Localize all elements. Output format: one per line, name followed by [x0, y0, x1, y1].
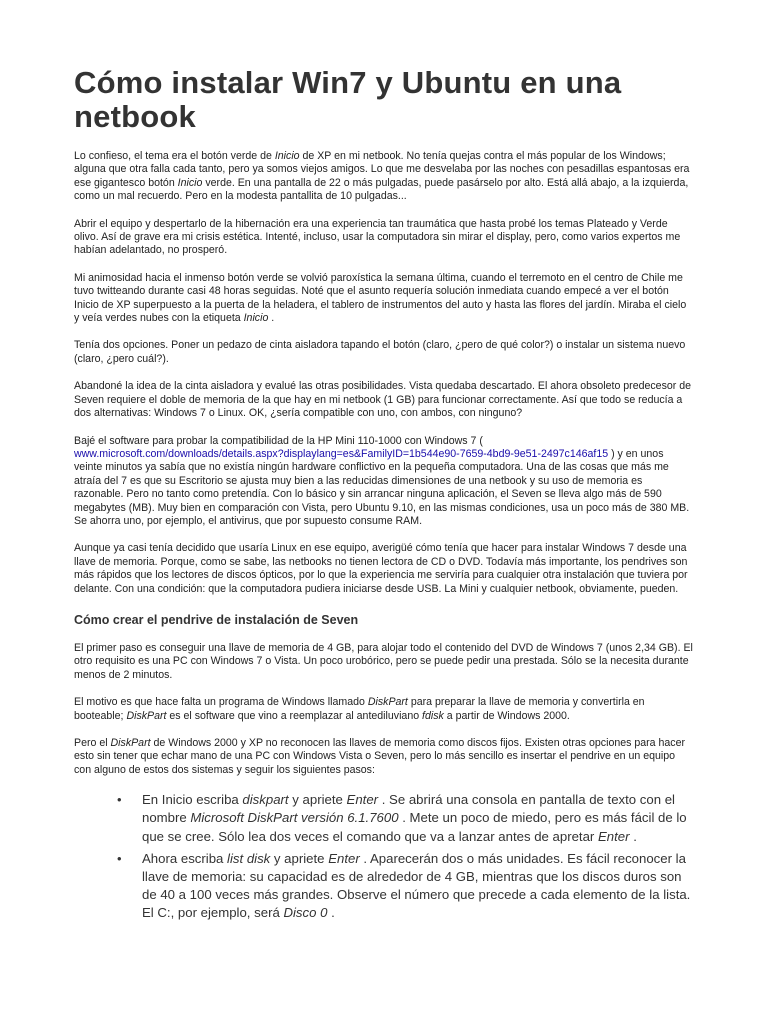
text-run: para preparar la llave de memoria y convertirla en booteable; — [74, 696, 645, 722]
paragraph-1 — [74, 150, 694, 204]
text-run: de XP en mi netbook. No tenía quejas contra el más popular de los Windows; alguna que otra falla cada tanto, pero ya somos viejos amigos. Lo que me desvelaba por las noches con pesadillas espantosas era ese gigantesco botón — [74, 150, 690, 189]
italic-term: Inicio — [243, 312, 269, 325]
text-run: . — [327, 905, 335, 921]
paragraph-3 — [74, 272, 694, 326]
text-run: verde. En una pantalla de 22 o más pulgadas, puede pasárselo por alto. Está allá abajo, a la izquierda, como un mal recuerdo. Pero en la modesta pantallita de 10 pulgadas... — [74, 176, 689, 203]
italic-term: DiskPart — [110, 737, 151, 749]
text-run: de Windows 2000 y XP no reconocen las llaves de memoria como discos fijos. Existen otras opciones para hacer esto sin tener que echar mano de una PC con Windows Vista o Seven, pero lo más sencillo es insertar el pendrive en un equipo con alguno de estos dos sistemas y seguir los siguientes pasos: — [74, 737, 686, 776]
paragraph-5: Abandoné la idea de la cinta aisladora y evalué las otras posibilidades. Vista quedaba descartado. El ahora obsoleto predecesor de Seven requiere el doble de memoria de la que hay en mi netbook (1 GB) para funcionar correctamente. Así que todo se reducía a dos alternativas: Windows 7 o Linux. OK, ¿sería compatible con uno, con ambos, con ninguno? — [74, 380, 692, 420]
italic-term: DiskPart — [367, 696, 408, 709]
text-run: es el software que vino a reemplazar al antediluviano — [166, 709, 423, 722]
text-run: Pero el — [74, 737, 111, 749]
italic-term: fdisk — [422, 709, 444, 722]
text-run: Lo confieso, el tema era el botón verde de — [74, 150, 275, 162]
steps-list — [74, 791, 694, 922]
text-run: . — [629, 828, 637, 844]
page-title: Cómo instalar Win7 y Ubuntu en una netbook — [74, 65, 622, 134]
text-run: . Aparecerán dos o más unidades. Es fácil reconocer la llave de memoria: su capacidad es de alrededor de 4 GB, mientras que los discos duros son de 40 a 100 veces más grandes. Observe el número que precede a cada elemento de la lista. El C:, por ejemplo, será — [142, 850, 691, 921]
paragraph-4: Tenía dos opciones. Poner un pedazo de cinta aisladora tapando el botón (claro, ¿pero de qué color?) o instalar un sistema nuevo (claro, ¿pero cuál?). — [74, 339, 686, 365]
paragraph-7: Aunque ya casi tenía decidido que usaría Linux en ese equipo, averigüé cómo tenía que hacer para instalar Windows 7 desde una llave de memoria. Porque, como se sabe, las netbooks no tienen lectora de CD o DVD. Todavía más importante, los pendrives son más rápidos que los lectores de discos ópticos, por lo que la experiencia me serviría para cualquier otra instalación que tuviera por delante. Con una condición: que la computadora pudiera iniciarse desde USB. La Mini y cualquier netbook, obviamente, pueden. — [74, 542, 688, 595]
paragraph-8: El primer paso es conseguir una llave de memoria de 4 GB, para alojar todo el contenido del DVD de Windows 7 (unos 2,34 GB). El otro requisito es una PC con Windows 7 o Vista. Un poco urobórico, pero se puede pedir una prestada. Sólo se la necesita durante menos de 2 minutos. — [74, 641, 693, 681]
italic-term: Enter — [328, 850, 360, 866]
italic-term: Microsoft DiskPart versión 6.1.7600 — [190, 810, 399, 826]
paragraph-10 — [74, 737, 694, 777]
bullet-icon: • — [117, 850, 122, 866]
text-run: Bajé el software para probar la compatibilidad de la HP Mini 110-1000 con Windows 7 ( — [74, 434, 483, 447]
text-run: a partir de Windows 2000. — [443, 709, 570, 722]
text-run: Ahora escriba — [142, 850, 228, 866]
paragraph-6 — [74, 435, 694, 529]
text-run: Mi animosidad hacia el inmenso botón verde se volvió paroxística la semana última, cuando el terremoto en el centro de Chile me tuvo twitteando durante casi 48 horas seguidas. Noté que el asunto requería solución inmediata cuando empecé a ver el botón Inicio de XP superpuesto a la puerta de la heladera, el tablero de instrumentos del auto y hasta las flores del jardín. Miraba el cielo y veía verdes nubes con la etiqueta — [74, 271, 687, 325]
text-run: El motivo es que hace falta un programa de Windows llamado — [74, 696, 368, 709]
text-run: . Mete un poco de miedo, pero es más fácil de lo que se cree. Sólo lea dos veces el comando que va a lanzar antes de apretar — [142, 810, 687, 844]
italic-term: list disk — [227, 850, 271, 866]
text-run: . Se abrirá una consola en pantalla de texto con el nombre — [142, 792, 675, 826]
italic-term: Enter — [598, 828, 630, 844]
italic-term: Disco 0 — [283, 905, 328, 921]
text-run: y apriete — [288, 792, 347, 808]
text-run: y apriete — [270, 850, 329, 866]
italic-term: diskpart — [242, 792, 289, 808]
text-run: ) y en unos veinte minutos ya sabía que no existía ningún hardware conflictivo en la pequeña computadora. Una de las cosas que más me atraía del 7 es que su Escritorio se ajusta muy bien a las reducidas dimensiones de una netbook y su uso de memoria es razonable. Pero no tanto como pretendía. Con lo básico y sin arrancar ninguna aplicación, el Seven se lleva algo más de 590 megabytes (MB). Muy bien en comparación con Vista, pero Ubuntu 9.10, en las mismas condiciones, usa un poco más de 380 MB. Se ahorra uno, por ejemplo, el antivirus, que por supuesto consume RAM. — [74, 447, 690, 527]
italic-term: Inicio — [177, 176, 203, 189]
italic-term: Enter — [346, 792, 379, 808]
microsoft-download-link[interactable]: www.microsoft.com/downloads/details.aspx?displaylang=es&FamilyID=1b544e90-7659-4bd9-9e51-2497c146af15 — [74, 447, 609, 460]
paragraph-9 — [74, 696, 694, 723]
text-run: En Inicio escriba — [142, 792, 243, 808]
list-item — [117, 791, 694, 846]
bullet-icon: • — [117, 792, 122, 808]
text-run: . — [268, 312, 275, 325]
list-item — [117, 850, 694, 923]
section-heading: Cómo crear el pendrive de instalación de Seven — [74, 612, 359, 627]
paragraph-2: Abrir el equipo y despertarlo de la hibernación era una experiencia tan traumática que hasta probé los temas Plateado y Verde olivo. Así de grave era mi crisis estética. Intenté, incluso, usar la computadora sin mirar el display, pero, como varios expertos me habían adelantado, no prosperó. — [74, 217, 681, 257]
italic-term: Inicio — [274, 150, 300, 162]
italic-term: DiskPart — [126, 709, 167, 722]
